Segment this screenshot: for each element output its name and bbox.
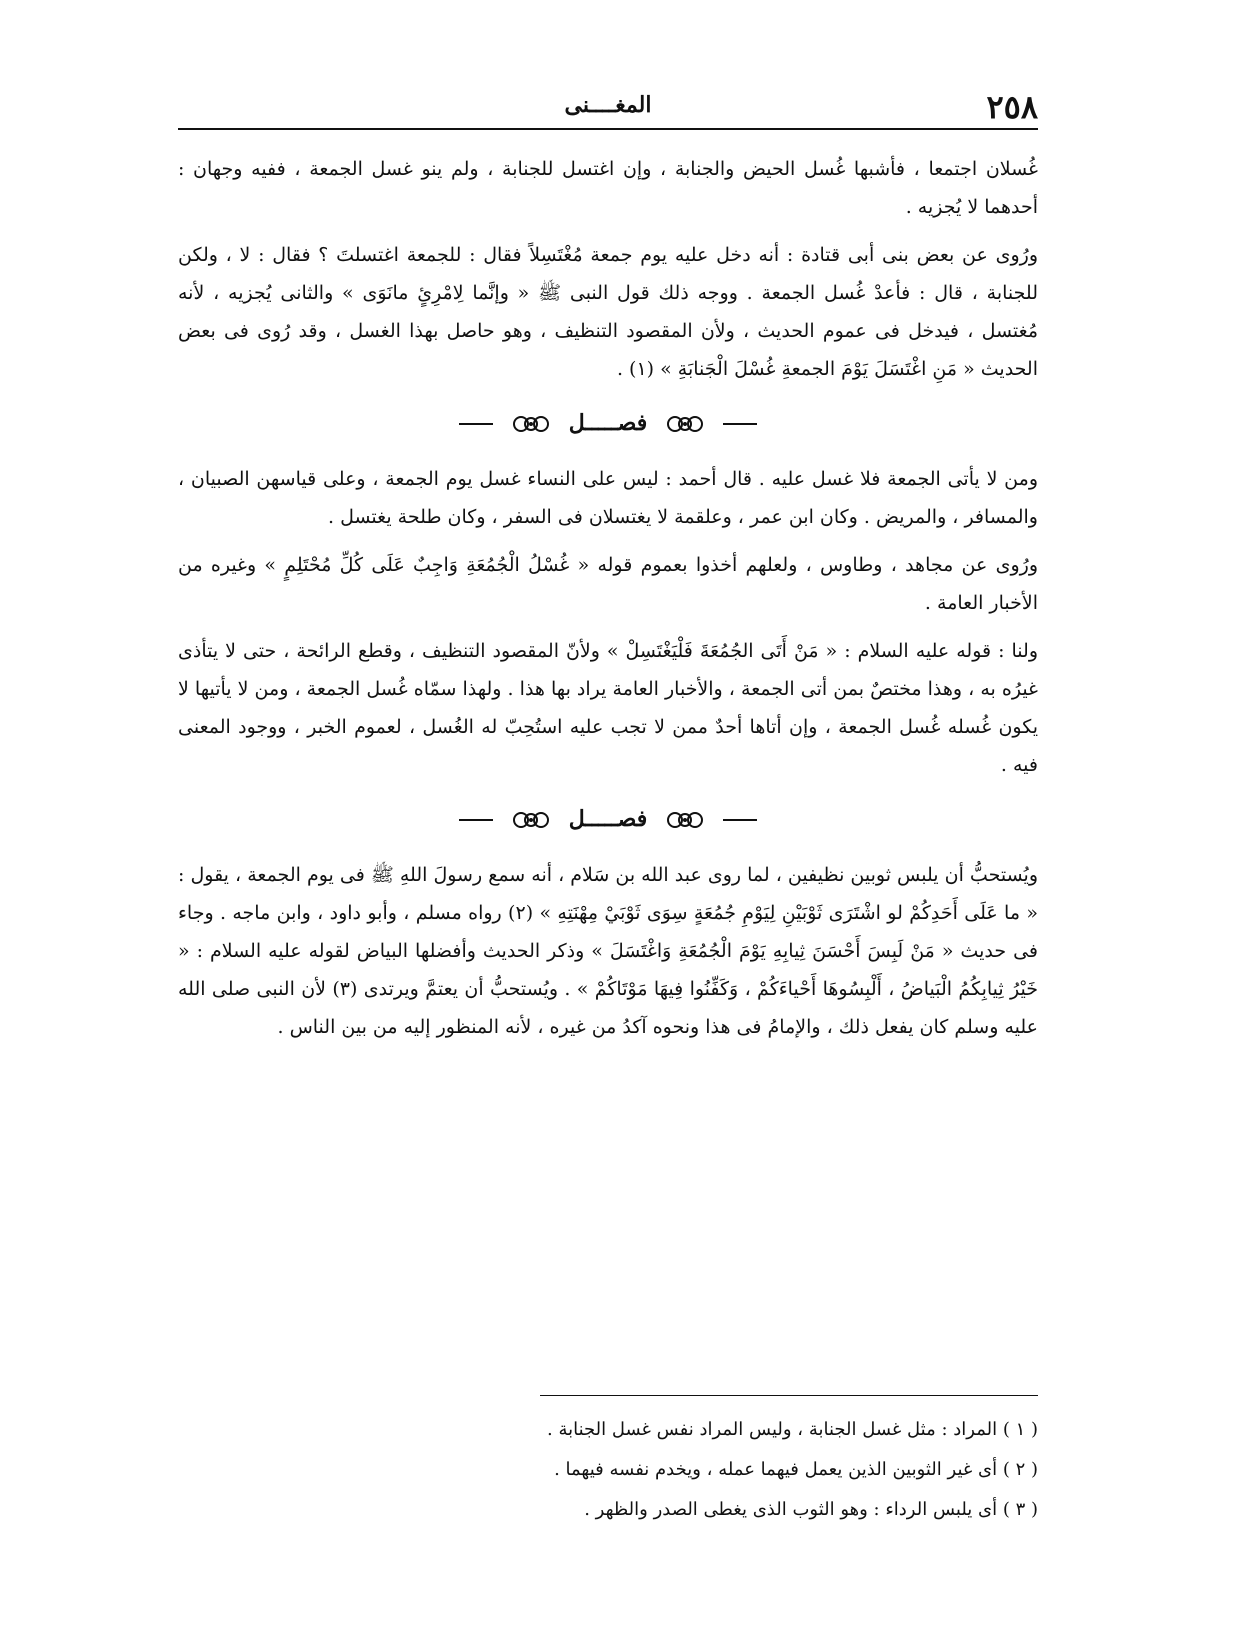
footnote: ( ٢ ) أى غير الثوبين الذين يعمل فيهما عمله ، ويخدم نفسه فيهما . [554, 1459, 1038, 1480]
paragraph: ومن لا يأتى الجمعة فلا غسل عليه . قال أحمد : ليس على النساء غسل يوم الجمعة ، وعلى قياسهن الصبيان ، والمسافر ، والمريض . وكان ابن عمر ، وعلقمة لا يغتسلان فى السفر ، وكان طلحة يغتسل . [178, 468, 1038, 528]
footnotes [178, 1410, 1038, 1530]
ornament-icon [665, 411, 705, 437]
footnote: ( ١ ) المراد : مثل غسل الجنابة ، وليس المراد نفس غسل الجنابة . [547, 1419, 1038, 1440]
paragraph: ورُوى عن مجاهد ، وطاوس ، ولعلهم أخذوا بعموم قوله « غُسْلُ الْجُمُعَةِ وَاجِبٌ عَلَى كُلِّ مُحْتَلِمٍ » وغيره من الأخبار العامة . [178, 554, 1038, 614]
page-body [178, 150, 1038, 1056]
header-rule [178, 128, 1038, 130]
flourish-line [723, 819, 757, 821]
page-number: ٢٥٨ [986, 88, 1038, 126]
ornament-icon [511, 411, 551, 437]
flourish-line [723, 423, 757, 425]
section-title: فصـــــل [568, 806, 648, 832]
flourish-line [459, 423, 493, 425]
paragraph: ورُوى عن بعض بنى أبى قتادة : أنه دخل عليه يوم جمعة مُغْتَسِلاً فقال : للجمعة اغتسلتَ ؟ فقال : لا ، ولكن للجنابة ، قال : فأعدْ غُسل الجمعة . ووجه ذلك قول النبى ﷺ « وإنَّما لِامْرِئٍ مانَوَى » والثانى يُجزيه ، لأنه مُغتسل ، فيدخل فى عموم الحديث ، ولأن المقصود التنظيف ، وهو حاصل بهذا الغسل ، وقد رُوى فى بعض الحديث « مَنِ اغْتَسَلَ يَوْمَ الجمعةِ غُسْلَ الْجَنابَةِ » (١) . [178, 244, 1038, 380]
ornament-icon [665, 807, 705, 833]
page-header [178, 82, 1038, 132]
ornament-icon [511, 807, 551, 833]
running-title: المغــــنى [564, 92, 652, 118]
footnote: ( ٣ ) أى يلبس الرداء : وهو الثوب الذى يغطى الصدر والظهر . [584, 1499, 1038, 1520]
flourish-line [459, 819, 493, 821]
paragraph: غُسلان اجتمعا ، فأشبها غُسل الحيض والجنابة ، وإن اغتسل للجنابة ، ولم ينو غسل الجمعة ، ففيه وجهان : أحدهما لا يُجزيه . [178, 158, 1038, 218]
paragraph: ولنا : قوله عليه السلام : « مَنْ أَتَى الجُمُعَةَ فَلْيَغْتَسِلْ » ولأنّ المقصود التنظيف ، وقطع الرائحة ، حتى لا يتأذى غيرُه به ، وهذا مختصٌ بمن أتى الجمعة ، والأخبار العامة يراد بها هذا . ولهذا سمّاه غُسل الجمعة ، ومن لا يأتيها لا يكون غُسله غُسل الجمعة ، وإن أتاها أحدٌ ممن لا تجب عليه استُحِبّ له الغُسل ، لعموم الخبر ، ووجود المعنى فيه . [178, 640, 1038, 776]
section-title: فصـــــل [568, 410, 648, 436]
section-heading [178, 804, 1038, 834]
section-heading [178, 408, 1038, 438]
footnote-rule [540, 1395, 1038, 1396]
paragraph: ويُستحبُّ أن يلبس ثوبين نظيفين ، لما روى عبد الله بن سَلام ، أنه سمع رسولَ اللهِ ﷺ فى يوم الجمعة ، يقول : « ما عَلَى أَحَدِكُمْ لو اشْتَرَى ثَوْبَيْنِ لِيَوْمِ جُمُعَةٍ سِوَى ثَوْبَيْ مِهْنَتِهِ » (٢) رواه مسلم ، وأبو داود ، وابن ماجه . وجاء فى حديث « مَنْ لَبِسَ أَحْسَنَ ثِيابِهِ يَوْمَ الْجُمُعَةِ وَاغْتَسَلَ » وذكر الحديث وأفضلها البياض لقوله عليه السلام : « خَيْرُ ثِيابِكُمُ الْبَياضُ ، أَلْبِسُوهَا أَحْياءَكُمْ ، وَكَفِّنُوا فِيهَا مَوْتَاكُمْ » . ويُستحبُّ أن يعتمَّ ويرتدى (٣) لأن النبى صلى الله عليه وسلم كان يفعل ذلك ، والإمامُ فى هذا ونحوه آكدُ من غيره ، لأنه المنظور إليه من بين الناس . [178, 864, 1038, 1038]
